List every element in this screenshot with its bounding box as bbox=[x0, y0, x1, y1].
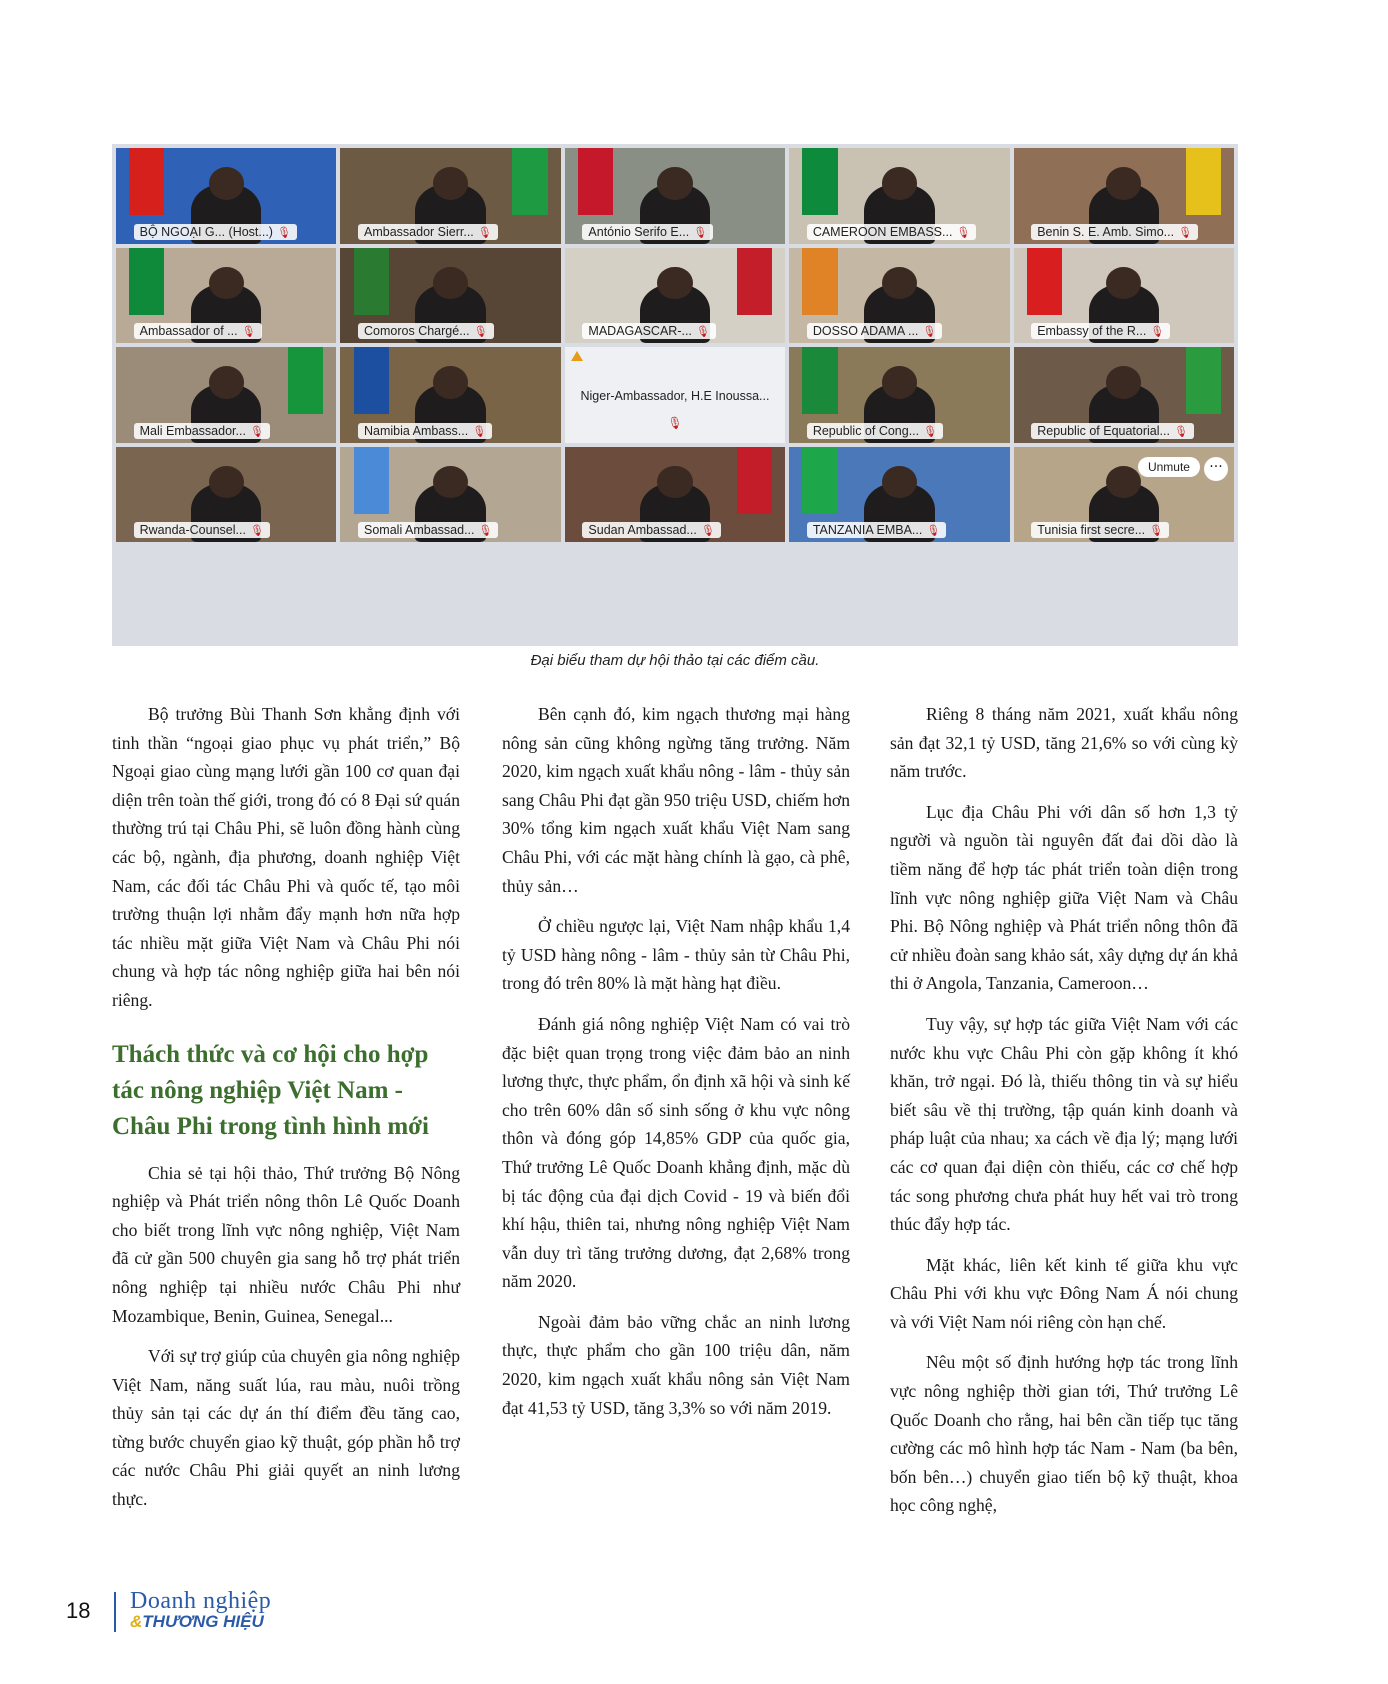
more-options-icon[interactable]: ··· bbox=[1204, 457, 1228, 481]
paragraph: Bộ trưởng Bùi Thanh Sơn khẳng định với tinh thần “ngoại giao phục vụ phát triển,” Bộ Ngoại giao cùng mạng lưới gần 100 cơ quan đại diện trên toàn thế giới, trong đó có 8 Đại sứ quán thường trú tại Châu Phi, sẽ luôn đồng hành cùng các bộ, ngành, địa phương, doanh nghiệp Việt Nam, các đối tác Châu Phi và quốc tế, tạo môi trường thuận lợi nhằm đẩy mạnh hơn nữa hợp tác nhiều mặt giữa Việt Nam và Châu Phi nói chung và hợp tác nông nghiệp giữa hai bên nói riêng. bbox=[112, 704, 460, 1010]
brand-logo-top: Doanh nghiệp bbox=[130, 1588, 272, 1614]
participant-name: Embassy of the R... bbox=[1037, 324, 1147, 339]
participant-name: Somali Ambassad... bbox=[364, 523, 475, 538]
flag-icon bbox=[288, 347, 323, 414]
participant-label bbox=[582, 224, 713, 240]
participant-name: Mali Embassador... bbox=[139, 423, 246, 438]
article-column-2 bbox=[502, 700, 850, 1434]
brand-ampersand: & bbox=[130, 1612, 143, 1631]
participant-label bbox=[582, 323, 715, 339]
participant-tile[interactable] bbox=[340, 347, 560, 443]
participant-label bbox=[807, 522, 946, 538]
participant-name: BỘ NGOẠI G... (Host...) bbox=[139, 224, 273, 239]
section-heading: Thách thức và cơ hội cho hợp tác nông nghiệp Việt Nam - Châu Phi trong tình hình mới bbox=[112, 1040, 429, 1140]
participant-name: DOSSO ADAMA ... bbox=[812, 324, 919, 339]
paragraph: Mặt khác, liên kết kinh tế giữa khu vực Châu Phi với khu vực Đông Nam Á nói chung và với Việt Nam nói riêng còn hạn chế. bbox=[890, 1254, 1238, 1332]
paragraph: Bên cạnh đó, kim ngạch thương mại hàng nông sản cũng không ngừng tăng trưởng. Năm 2020, kim ngạch xuất khẩu nông - lâm - thủy sản sang Châu Phi đạt gần 950 triệu USD, chiếm hơn 30% tổng kim ngạch xuất khẩu Việt Nam sang Châu Phi, với các mặt hàng chính là gạo, cà phê, thủy sản… bbox=[502, 704, 850, 896]
muted-mic-icon: 🎙 bbox=[472, 424, 487, 438]
footer-divider bbox=[114, 1592, 116, 1632]
participant-name: Ambassador of ... bbox=[139, 324, 238, 339]
flag-icon bbox=[737, 447, 772, 514]
flag-icon bbox=[1186, 347, 1221, 414]
participant-label bbox=[582, 522, 720, 538]
flag-icon bbox=[802, 447, 837, 514]
participant-name: CAMEROON EMBASS... bbox=[812, 224, 953, 239]
participant-head bbox=[1106, 366, 1141, 399]
paragraph: Riêng 8 tháng năm 2021, xuất khẩu nông sản đạt 32,1 tỷ USD, tăng 21,6% so với cùng kỳ năm trước. bbox=[890, 704, 1238, 782]
participant-name: Comoros Chargé... bbox=[364, 324, 470, 339]
participant-label bbox=[1031, 323, 1170, 339]
flag-icon bbox=[129, 248, 164, 315]
participant-label bbox=[358, 323, 494, 339]
participant-label bbox=[1031, 224, 1198, 240]
participant-tile[interactable] bbox=[340, 148, 560, 244]
flag-icon bbox=[354, 248, 389, 315]
participant-tile[interactable] bbox=[565, 347, 785, 443]
participant-grid bbox=[116, 148, 1234, 642]
muted-mic-icon: 🎙 bbox=[1150, 325, 1165, 339]
article-column-1 bbox=[112, 700, 460, 1526]
participant-name: Ambassador Sierr... bbox=[364, 224, 474, 239]
paragraph: Chia sẻ tại hội thảo, Thứ trưởng Bộ Nông nghiệp và Phát triển nông thôn Lê Quốc Doanh cho biết trong lĩnh vực nông nghiệp, Việt Nam đã cử gần 500 chuyên gia sang hỗ trợ phát triển nông nghiệp tại nhiều nước Châu Phi như Mozambique, Benin, Guinea, Senegal... bbox=[112, 1162, 460, 1326]
participant-tile[interactable] bbox=[1014, 347, 1234, 443]
flag-icon bbox=[802, 347, 837, 414]
paragraph: Tuy vậy, sự hợp tác giữa Việt Nam với các nước khu vực Châu Phi còn gặp không ít khó khăn, trở ngại. Đó là, thiếu thông tin và sự hiểu biết sâu về thị trường, tập quán kinh doanh và pháp luật của nhau; xa cách về địa lý; mạng lưới các cơ quan đại diện còn thiếu, các cơ chế hợp tác song phương chưa phát huy hết vai trò trong thúc đẩy hợp tác. bbox=[890, 1013, 1238, 1235]
flag-icon bbox=[129, 148, 164, 215]
participant-label bbox=[1031, 423, 1194, 439]
muted-mic-icon: 🎙 bbox=[922, 325, 937, 339]
muted-mic-icon: 🎙 bbox=[667, 416, 683, 431]
participant-head bbox=[209, 267, 244, 300]
paragraph: Ngoài đảm bảo vững chắc an ninh lương thực, thực phẩm cho gần 100 triệu dân, năm 2020, kim ngạch xuất khẩu nông sản Việt Nam đạt 41,53 tỷ USD, tăng 3,3% so với năm 2019. bbox=[502, 1311, 850, 1418]
muted-mic-icon: 🎙 bbox=[923, 424, 938, 438]
muted-mic-icon: 🎙 bbox=[700, 524, 715, 538]
participant-tile[interactable] bbox=[789, 447, 1009, 543]
participant-name: TANZANIA EMBA... bbox=[812, 523, 923, 538]
muted-mic-icon: 🎙 bbox=[249, 524, 264, 538]
participant-tile[interactable] bbox=[116, 248, 336, 344]
unmute-button[interactable]: Unmute bbox=[1138, 457, 1200, 477]
participant-head bbox=[433, 167, 468, 200]
participant-head bbox=[657, 466, 692, 499]
participant-label bbox=[807, 423, 943, 439]
participant-name: Niger-Ambassador, H.E Inoussa... bbox=[580, 389, 770, 404]
paragraph: Nêu một số định hướng hợp tác trong lĩnh vực nông nghiệp thời gian tới, Thứ trưởng Lê Quốc Doanh cho rằng, hai bên cần tiếp tục tăng cường các mô hình hợp tác Nam - Nam (ba bên, bốn bên…) chuyển giao tiến bộ kỹ thuật, khoa học công nghệ, bbox=[890, 1352, 1238, 1516]
photo-caption: Đại biểu tham dự hội thảo tại các điểm cầu. bbox=[530, 652, 820, 669]
flag-icon bbox=[1027, 248, 1062, 315]
participant-name: Sudan Ambassad... bbox=[588, 523, 697, 538]
participant-tile[interactable] bbox=[116, 347, 336, 443]
participant-tile[interactable] bbox=[1014, 447, 1234, 543]
participant-name: MADAGASCAR-... bbox=[588, 324, 692, 339]
participant-tile[interactable] bbox=[340, 248, 560, 344]
participant-tile[interactable] bbox=[565, 447, 785, 543]
muted-mic-icon: 🎙 bbox=[473, 325, 488, 339]
participant-label bbox=[1031, 522, 1169, 538]
participant-label bbox=[807, 323, 943, 339]
participant-head bbox=[657, 267, 692, 300]
muted-mic-icon: 🎙 bbox=[478, 524, 493, 538]
muted-mic-icon: 🎙 bbox=[956, 225, 971, 239]
participant-name: Tunisia first secre... bbox=[1037, 523, 1146, 538]
participant-tile[interactable] bbox=[789, 148, 1009, 244]
muted-mic-icon: 🎙 bbox=[693, 225, 708, 239]
participant-name: Benin S. E. Amb. Simo... bbox=[1037, 224, 1175, 239]
muted-mic-icon: 🎙 bbox=[695, 325, 710, 339]
participant-tile[interactable] bbox=[116, 447, 336, 543]
participant-tile[interactable] bbox=[340, 447, 560, 543]
participant-tile[interactable] bbox=[565, 148, 785, 244]
participant-head bbox=[1106, 167, 1141, 200]
participant-label bbox=[358, 224, 498, 240]
paragraph: Với sự trợ giúp của chuyên gia nông nghiệp Việt Nam, năng suất lúa, rau màu, nuôi trồng thủy sản tại các dự án thí điểm đều tăng cao, từng bước chuyển giao kỹ thuật, góp phần hỗ trợ các nước Châu Phi giải quyết an ninh lương thực. bbox=[112, 1346, 460, 1510]
paragraph: Ở chiều ngược lại, Việt Nam nhập khẩu 1,4 tỷ USD hàng nông - lâm - thủy sản từ Châu Phi, trong đó trên 80% là mặt hàng hạt điều. bbox=[502, 916, 850, 994]
conference-photo bbox=[112, 144, 1238, 646]
participant-head bbox=[882, 267, 917, 300]
participant-tile[interactable] bbox=[116, 148, 336, 244]
flag-icon bbox=[802, 148, 837, 215]
participant-head bbox=[882, 366, 917, 399]
participant-name: Namibia Ambass... bbox=[364, 423, 469, 438]
participant-head bbox=[209, 466, 244, 499]
brand-name: THƯƠNG HIỆU bbox=[142, 1612, 264, 1631]
page-number: 18 bbox=[66, 1598, 91, 1623]
muted-mic-icon: 🎙 bbox=[1173, 424, 1188, 438]
brand-logo-bottom bbox=[130, 1612, 264, 1632]
flag-icon bbox=[737, 248, 772, 315]
muted-mic-icon: 🎙 bbox=[1149, 524, 1164, 538]
participant-tile[interactable] bbox=[1014, 248, 1234, 344]
muted-mic-icon: 🎙 bbox=[1178, 225, 1193, 239]
participant-head bbox=[433, 366, 468, 399]
warning-icon bbox=[571, 351, 583, 361]
participant-label bbox=[134, 323, 262, 339]
muted-mic-icon: 🎙 bbox=[276, 225, 291, 239]
flag-icon bbox=[354, 347, 389, 414]
participant-tile[interactable] bbox=[789, 248, 1009, 344]
flag-icon bbox=[802, 248, 837, 315]
flag-icon bbox=[354, 447, 389, 514]
participant-name: Republic of Equatorial... bbox=[1037, 423, 1170, 438]
participant-label bbox=[134, 522, 270, 538]
participant-head bbox=[657, 167, 692, 200]
participant-tile[interactable] bbox=[1014, 148, 1234, 244]
participant-label bbox=[358, 522, 498, 538]
participant-label bbox=[807, 224, 977, 240]
paragraph: Đánh giá nông nghiệp Việt Nam có vai trò đặc biệt quan trọng trong việc đảm bảo an ninh lương thực, thực phẩm, ổn định xã hội và sinh kế cho trên 60% dân số sinh sống ở khu vực nông thôn và đóng góp 14,85% GDP của quốc gia, Thứ trưởng Lê Quốc Doanh khẳng định, mặc dù bị tác động của đại dịch Covid - 19 và biến đổi khí hậu, thiên tai, nhưng nông nghiệp Việt Nam vẫn duy trì tăng trưởng dương, đạt 2,68% trong năm 2020. bbox=[502, 1013, 850, 1292]
participant-tile[interactable] bbox=[565, 248, 785, 344]
participant-name: António Serifo E... bbox=[588, 224, 690, 239]
participant-tile[interactable] bbox=[789, 347, 1009, 443]
flag-icon bbox=[1186, 148, 1221, 215]
muted-mic-icon: 🎙 bbox=[249, 424, 264, 438]
muted-mic-icon: 🎙 bbox=[477, 225, 492, 239]
participant-name: Republic of Cong... bbox=[812, 423, 920, 438]
flag-icon bbox=[512, 148, 547, 215]
article-column-3 bbox=[890, 700, 1238, 1532]
paragraph: Lục địa Châu Phi với dân số hơn 1,3 tỷ người và nguồn tài nguyên đất đai dồi dào là tiềm năng để hợp tác phát triển toàn diện trong lĩnh vực nông nghiệp giữa Việt Nam và Châu Phi. Bộ Nông nghiệp và Phát triển nông thôn đã cử nhiều đoàn sang khảo sát, xây dựng dự án khả thi ở Angola, Tanzania, Cameroon… bbox=[890, 801, 1238, 994]
participant-head bbox=[209, 366, 244, 399]
muted-mic-icon: 🎙 bbox=[926, 524, 941, 538]
participant-name: Rwanda-Counsel... bbox=[139, 523, 246, 538]
participant-head bbox=[882, 167, 917, 200]
muted-mic-icon: 🎙 bbox=[241, 325, 256, 339]
participant-label bbox=[134, 423, 270, 439]
participant-head bbox=[209, 167, 244, 200]
participant-label bbox=[358, 423, 492, 439]
flag-icon bbox=[578, 148, 613, 215]
participant-label bbox=[134, 224, 297, 240]
